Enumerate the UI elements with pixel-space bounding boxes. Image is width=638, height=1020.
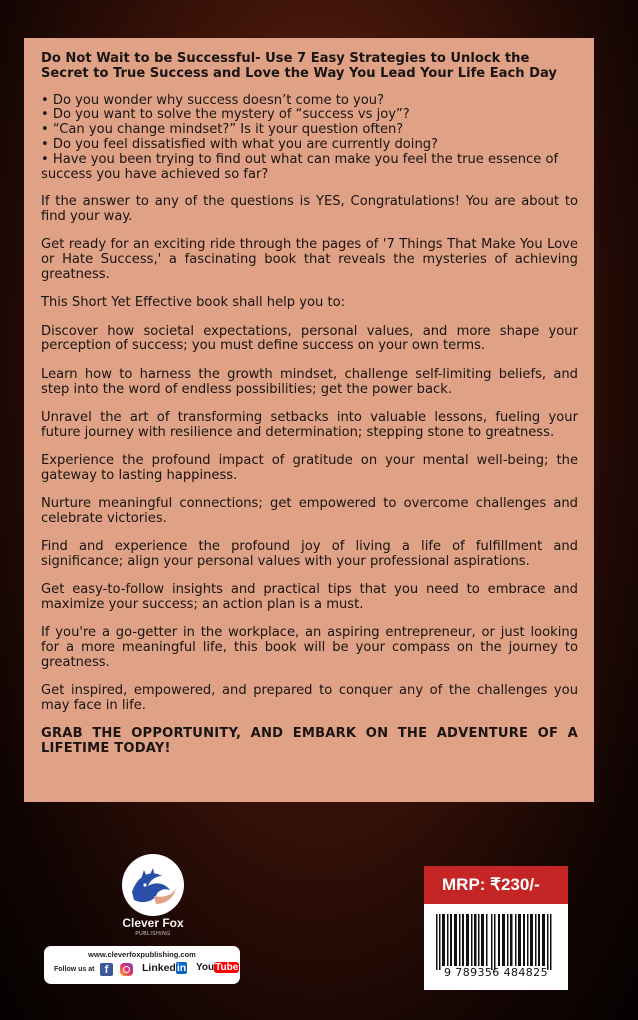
website-link[interactable]: www.cleverfoxpublishing.com (88, 950, 196, 959)
fox-logo-icon (118, 852, 188, 918)
call-to-action: GRAB THE OPPORTUNITY, AND EMBARK ON THE ADVENTURE OF A LIFETIME TODAY! (41, 726, 578, 757)
blurb-paragraph: If you're a go-getter in the workplace, an aspiring entrepreneur, or just looking for a more meaningful life, this book will be your compass on the journey to greatness. (41, 625, 578, 670)
instagram-icon[interactable] (120, 963, 133, 976)
blurb-panel (24, 38, 594, 802)
linkedin-text: Linked (142, 962, 176, 974)
blurb-paragraph: Experience the profound impact of gratitude on your mental well-being; the gateway to lasting happiness. (41, 452, 578, 483)
blurb-paragraph: Get ready for an exciting ride through the pages of '7 Things That Make You Love or Hate Success,' a fascinating book that reveals the mysteries of achieving greatness. (41, 237, 578, 283)
blurb-paragraph: Get easy-to-follow insights and practical tips that you need to embrace and maximize your success; an action plan is a must. (41, 582, 578, 613)
barcode-box (424, 904, 568, 990)
question-item: • Have you been trying to find out what can make you feel the true essence of success you have achieved so far? (41, 151, 559, 182)
blurb-paragraph: This Short Yet Effective book shall help you to: (41, 295, 346, 311)
question-item: • “Can you change mindset?” Is it your question often? (41, 122, 404, 138)
blurb-paragraph: Get inspired, empowered, and prepared to conquer any of the challenges you may face in life. (41, 683, 578, 713)
linkedin-badge: in (176, 962, 187, 974)
follow-label: Follow us at (54, 966, 95, 973)
blurb-paragraph: Nurture meaningful connections; get empowered to overcome challenges and celebrate victories. (41, 496, 578, 526)
blurb-paragraph: Unravel the art of transforming setbacks into valuable lessons, fueling your future journey with resilience and determination; stepping stone to greatness. (41, 409, 578, 440)
blurb-title: Do Not Wait to be Successful- Use 7 Easy Strategies to Unlock the Secret to True Success and Love the Way You Lead Your Life Each Day (41, 51, 557, 81)
blurb-paragraph: If the answer to any of the questions is YES, Congratulations! You are about to find your way. (41, 194, 578, 225)
question-item: • Do you wonder why success doesn’t come to you? (41, 92, 385, 108)
blurb-paragraph: Discover how societal expectations, personal values, and more shape your perception of success; you must define success on your own terms. (41, 323, 578, 354)
publisher-subtitle: PUBLISHING (135, 931, 171, 937)
blurb-paragraph: Learn how to harness the growth mindset, challenge self-limiting beliefs, and step into the word of endless possibilities; get the power back. (41, 366, 578, 397)
price-label: MRP: ₹230/- (424, 866, 568, 904)
publisher-name: Clever Fox (122, 916, 184, 930)
blurb-paragraph: Find and experience the profound joy of living a life of fulfillment and significance; align your personal values with your professional aspirations. (41, 539, 578, 569)
barcode-icon (432, 914, 560, 970)
publisher-logo (98, 852, 208, 940)
question-item: • Do you want to solve the mystery of “success vs joy”? (41, 107, 410, 123)
question-list (41, 94, 578, 183)
youtube-text: You (196, 962, 215, 973)
isbn-number: 9 789356 484825 (444, 966, 548, 979)
social-bar (44, 946, 240, 984)
question-item: • Do you feel dissatisfied with what you are currently doing? (41, 136, 438, 152)
facebook-icon[interactable]: f (100, 963, 113, 976)
youtube-badge: Tube (215, 962, 239, 973)
linkedin-icon[interactable] (142, 962, 187, 974)
youtube-icon[interactable] (196, 962, 239, 973)
